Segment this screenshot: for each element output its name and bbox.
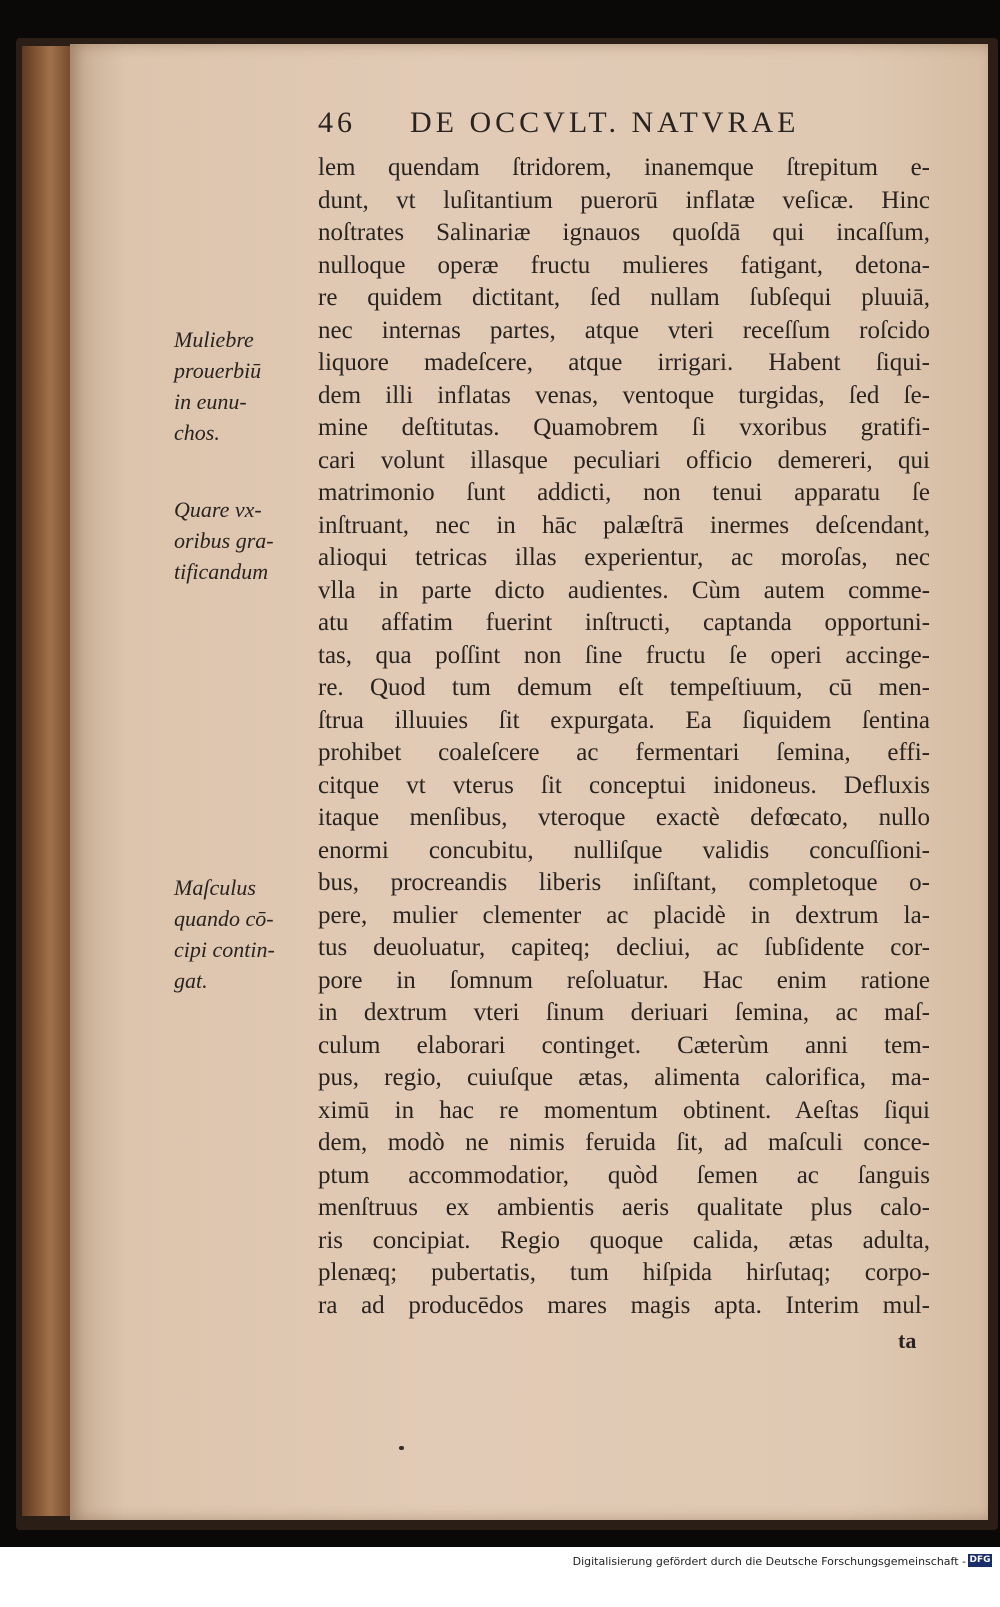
text-line: pore in ſomnum reſoluatur. Hac enim ratione — [318, 966, 930, 994]
margin-note-line: tificandum — [174, 559, 269, 584]
text-line: noſtrates Salinariæ ignauos quoſdā qui incaſſum, — [318, 219, 930, 246]
text-line: cari volunt illasque peculiari officio demereri, qui — [318, 446, 930, 474]
text-line: culum elaborari continget. Cæterùm anni tem- — [318, 1031, 930, 1059]
text-line: re quidem dictitant, ſed nullam ſubſequi pluuiā, — [318, 284, 930, 311]
margin-note-line: Maſculus — [174, 875, 256, 900]
margin-note-line: in eunu- — [174, 389, 247, 414]
margin-note-line: quando cō- — [174, 906, 274, 931]
margin-note — [174, 872, 275, 996]
text-line: matrimonio ſunt addicti, non tenui apparatu ſe — [318, 479, 930, 506]
book-spine — [22, 46, 74, 1516]
margin-note — [174, 494, 274, 587]
text-line: re. Quod tum demum eſt tempeſtiuum, cū men- — [318, 674, 930, 701]
footer-credit: Digitalisierung gefördert durch die Deutsche Forschungsgemeinschaft - — [572, 1555, 966, 1568]
text-line: in dextrum vteri ſinum deriuari ſemina, ac maſ- — [318, 999, 930, 1026]
text-line: dem illi inflatas venas, ventoque turgidas, ſed ſe- — [318, 381, 930, 409]
text-line: itaque menſibus, vteroque exactè defœcato, nullo — [318, 804, 930, 831]
text-line: prohibet coaleſcere ac fermentari ſemina, effi- — [318, 739, 930, 766]
text-line: ptum accommodatior, quòd ſemen ac ſanguis — [318, 1161, 930, 1189]
text-line: atu affatim fuerint inſtructi, captanda opportuni- — [318, 609, 930, 636]
text-line: pus, regio, cuiuſque ætas, alimenta calorifica, ma- — [318, 1064, 930, 1091]
text-line: inſtruant, nec in hāc palæſtrā inermes deſcendant, — [318, 511, 930, 539]
margin-note-line: Muliebre — [174, 327, 254, 352]
body-text — [318, 152, 930, 1322]
text-line: plenæq; pubertatis, tum hiſpida hirſutaq; corpo- — [318, 1259, 930, 1286]
text-line: vlla in parte dicto audientes. Cùm autem comme- — [318, 576, 930, 604]
text-line: liquore madeſcere, atque irrigari. Habent ſiqui- — [318, 349, 930, 376]
text-line: nec internas partes, atque vteri receſſum roſcido — [318, 316, 930, 344]
margin-note-line: chos. — [174, 420, 220, 445]
text-line: nulloque operæ fructu mulieres fatigant, detona- — [318, 251, 930, 279]
text-line: enormi concubitu, nulliſque validis concuſſioni- — [318, 836, 930, 864]
text-line: ris concipiat. Regio quoque calida, ætas adulta, — [318, 1226, 930, 1254]
text-line: dem, modò ne nimis feruida ſit, ad maſculi conce- — [318, 1129, 930, 1156]
text-line: tus deuoluatur, capiteq; decliui, ac ſubſidente cor- — [318, 934, 930, 961]
text-line: citque vt vterus ſit conceptui inidoneus. Defluxis — [318, 771, 930, 799]
text-line: bus, procreandis liberis inſiſtant, completoque o- — [318, 869, 930, 896]
text-line: ximū in hac re momentum obtinent. Aeſtas ſiqui — [318, 1096, 930, 1124]
page-header — [318, 106, 878, 150]
dfg-logo[interactable]: DFG — [969, 1555, 991, 1565]
page-number: 46 — [318, 106, 356, 139]
running-title: DE OCCVLT. NATVRAE — [410, 106, 800, 139]
text-line: lem quendam ſtridorem, inanemque ſtrepitum e- — [318, 154, 930, 181]
margin-note-line: gat. — [174, 968, 208, 993]
text-line: dunt, vt luſitantium puerorū inflatæ veſicæ. Hinc — [318, 186, 930, 214]
text-line: menſtruus ex ambientis aeris qualitate plus calo- — [318, 1194, 930, 1221]
text-line: tas, qua poſſint non ſine fructu ſe operi accinge- — [318, 641, 930, 669]
text-line: mine deſtitutas. Quamobrem ſi vxoribus gratifi- — [318, 414, 930, 441]
margin-note-line: prouerbiū — [174, 358, 262, 383]
paper-speck — [399, 1446, 404, 1450]
text-line: ſtrua illuuies ſit expurgata. Ea ſiquidem ſentina — [318, 706, 930, 734]
margin-note-line: cipi contin- — [174, 937, 275, 962]
text-line: ra ad producēdos mares magis apta. Interim mul- — [318, 1291, 930, 1319]
text-line: alioqui tetricas illas experientur, ac moroſas, nec — [318, 544, 930, 571]
margin-note-line: oribus gra- — [174, 528, 274, 553]
margin-note-line: Quare vx- — [174, 497, 262, 522]
margin-note — [174, 324, 261, 448]
text-line: pere, mulier clementer ac placidè in dextrum la- — [318, 901, 930, 929]
catchword: ta — [898, 1328, 917, 1353]
